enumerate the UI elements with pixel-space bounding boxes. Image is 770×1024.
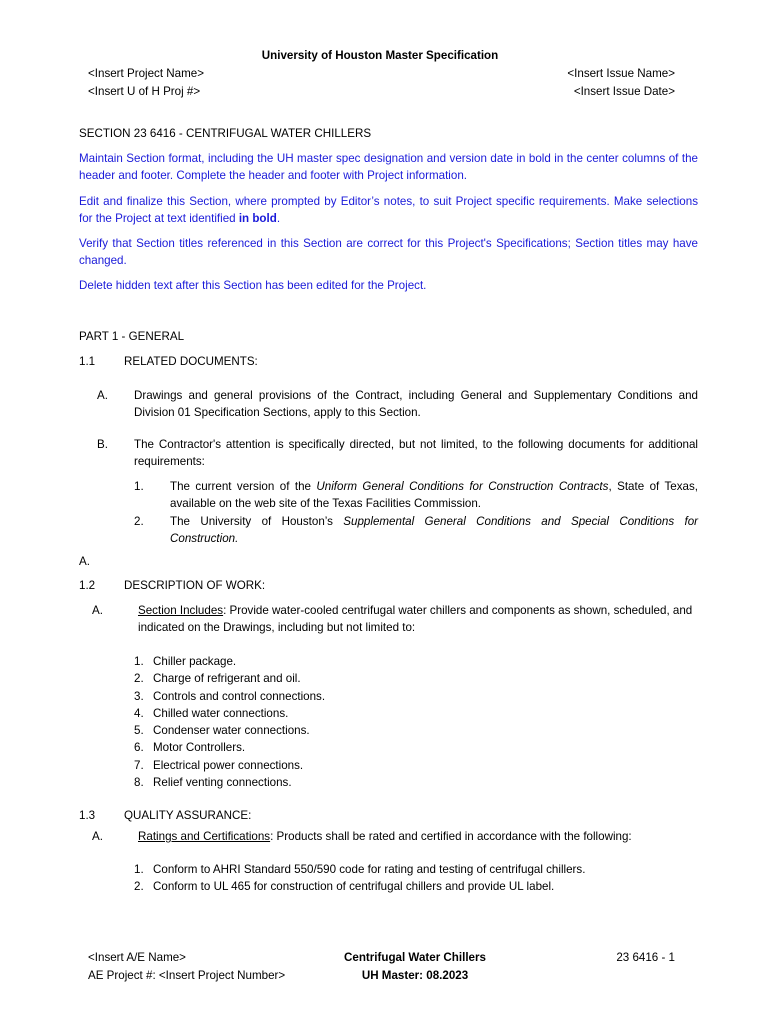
- list-item: [134, 722, 325, 739]
- list-item-text: Condenser water connections.: [153, 724, 310, 738]
- editor-note-2: [79, 193, 698, 228]
- list-item-number: 4.: [134, 706, 144, 720]
- document-reference: Uniform General Conditions for Construction Contracts: [316, 480, 609, 493]
- article-title: RELATED DOCUMENTS:: [124, 355, 258, 368]
- list-item-text: Conform to AHRI Standard 550/590 code for rating and testing of centrifugal chillers.: [153, 863, 586, 876]
- list-item: [134, 688, 325, 705]
- editor-note-4: Delete hidden text after this Section has been edited for the Project.: [79, 279, 427, 292]
- empty-paragraph-label: A.: [79, 555, 90, 568]
- subparagraph-text: [170, 513, 698, 548]
- editor-note-2-text: Edit and finalize this Section, where prompted by Editor’s notes, to suit Project specific requirements. Make selections for the Project at text identified: [79, 195, 698, 226]
- header-title: University of Houston Master Specification: [261, 49, 499, 62]
- paragraph-text: Drawings and general provisions of the Contract, including General and Supplementary Conditions and Division 01 Specification Sections, apply to this Section.: [134, 389, 698, 420]
- paragraph-body: : Products shall be rated and certified in accordance with the following:: [270, 830, 632, 843]
- editor-note-2-end: .: [276, 212, 281, 226]
- paragraph-heading: Section Includes: [138, 604, 224, 617]
- footer-title: Centrifugal Water Chillers: [344, 951, 486, 964]
- footer-page-number: 23 6416 - 1: [616, 951, 675, 964]
- work-list: [134, 653, 325, 791]
- subparagraph-number: 2.: [134, 515, 144, 528]
- list-item-number: 7.: [134, 758, 144, 772]
- part-title: PART 1 - GENERAL: [79, 330, 185, 343]
- paragraph-label: A.: [92, 830, 103, 843]
- list-item-text: Conform to UL 465 for construction of centrifugal chillers and provide UL label.: [153, 880, 555, 894]
- article-title: QUALITY ASSURANCE:: [124, 809, 252, 822]
- header-issue-name: <Insert Issue Name>: [567, 67, 675, 80]
- list-item-text: Relief venting connections.: [153, 776, 292, 790]
- list-item: [134, 653, 325, 670]
- editor-note-3: Verify that Section titles referenced in this Section are correct for this Project's Specifications; Section titles may have changed.: [79, 237, 698, 268]
- header-project-name: <Insert Project Name>: [88, 67, 204, 80]
- list-item: [134, 757, 325, 774]
- list-item-number: 6.: [134, 741, 144, 755]
- article-number: 1.2: [79, 579, 96, 592]
- subparagraph-number: 1.: [134, 480, 144, 493]
- article-number: 1.1: [79, 355, 96, 368]
- subparagraph-text: [170, 478, 698, 513]
- subparagraph-text-start: The University of Houston’s: [170, 515, 344, 528]
- footer-master-version: UH Master: 08.2023: [361, 969, 469, 982]
- list-item-number: 1.: [134, 863, 144, 876]
- list-item: [134, 878, 585, 895]
- list-item-text: Chiller package.: [153, 655, 237, 668]
- header-project-number: <Insert U of H Proj #>: [88, 85, 201, 98]
- qa-list: [134, 861, 585, 896]
- paragraph-body: : Provide water-cooled centrifugal water chillers and components as shown, scheduled, and indicated on the Drawings, including but not limited to:: [138, 604, 693, 635]
- list-item: [134, 739, 325, 756]
- document-reference: Supplemental General Conditions and Special Conditions for Construction.: [170, 515, 698, 546]
- list-item-number: 5.: [134, 724, 144, 738]
- list-item-number: 3.: [134, 689, 144, 703]
- list-item: [134, 705, 325, 722]
- list-item-text: Controls and control connections.: [153, 689, 326, 703]
- article-title: DESCRIPTION OF WORK:: [124, 579, 266, 592]
- list-item-text: Motor Controllers.: [153, 741, 246, 755]
- paragraph-text: [138, 828, 698, 845]
- list-item: [134, 774, 325, 791]
- list-item-number: 1.: [134, 655, 144, 668]
- list-item-text: Electrical power connections.: [153, 758, 304, 772]
- header-issue-date: <Insert Issue Date>: [573, 85, 675, 98]
- list-item: [134, 670, 325, 687]
- section-title: SECTION 23 6416 - CENTRIFUGAL WATER CHILLERS: [79, 127, 372, 140]
- paragraph-label: A.: [97, 389, 108, 402]
- list-item-number: 2.: [134, 880, 144, 894]
- paragraph-label: B.: [97, 438, 108, 451]
- list-item-text: Chilled water connections.: [153, 706, 289, 720]
- paragraph-text: [138, 602, 698, 637]
- list-item-number: 8.: [134, 776, 144, 790]
- subparagraph-text-start: The current version of the: [170, 480, 317, 493]
- article-number: 1.3: [79, 809, 96, 822]
- subparagraph-text-end: , State of Texas, available on the web site of the Texas Facilities Commission.: [170, 480, 699, 511]
- footer-ae-project: AE Project #: <Insert Project Number>: [88, 969, 286, 982]
- paragraph-label: A.: [92, 604, 103, 617]
- editor-note-1: Maintain Section format, including the UH master spec designation and version date in bold in the center columns of the header and footer. Complete the header and footer with Project information.: [79, 152, 698, 183]
- footer-ae-name: <Insert A/E Name>: [88, 951, 186, 964]
- paragraph-text: The Contractor's attention is specifically directed, but not limited, to the following documents for additional requirements:: [134, 438, 698, 469]
- list-item-text: Charge of refrigerant and oil.: [153, 672, 301, 686]
- list-item: [134, 861, 585, 878]
- list-item-number: 2.: [134, 672, 144, 686]
- editor-note-2-bold: in bold: [238, 212, 277, 226]
- paragraph-heading: Ratings and Certifications: [138, 830, 271, 843]
